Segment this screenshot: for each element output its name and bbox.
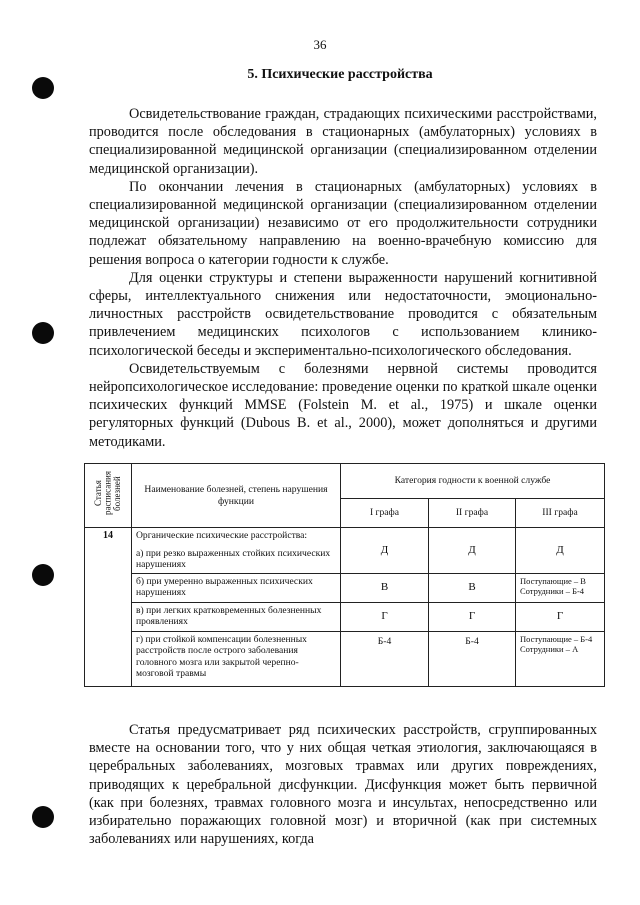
binder-hole-bottom bbox=[32, 806, 54, 828]
section-title: 5. Психические расстройства bbox=[247, 67, 433, 82]
binder-hole-upper-middle bbox=[32, 322, 54, 344]
paragraph: Для оценки структуры и степени выраженности нарушений когнитивной сферы, интеллектуального снижения или недостаточности, эмоционально-личностных расстройств освидетельствование проводится с обязательным привлечением медицинских психологов с использованием клинико-психологической беседы и экспериментально-психологического обследования. bbox=[89, 269, 597, 359]
binder-hole-lower-middle bbox=[32, 564, 54, 586]
paragraph: Статья предусматривает ряд психических расстройств, сгруппированных вместе на основании того, что у них общая четкая этиология, заключающаяся в церебральных заболеваниях, мозговых травмах или других повреждениях, приводящих к церебральной дисфункции. Дисфункция может быть первичной (как при болезнях, травмах головного мозга и инсультах, непосредственно или избирательно поражающих головной мозг) и вторичной (как при системных заболеваниях или нарушениях, когда bbox=[89, 722, 597, 848]
graph-2-value: Б-4 bbox=[429, 631, 516, 686]
disease-name-column-header: Наименование болезней, степень нарушения функции bbox=[132, 464, 341, 528]
paragraph: Освидетельствование граждан, страдающих психическими расстройствами, проводится после обследования в стационарных (амбулаторных) условиях в специализированной медицинской организации (специализированном отделении медицинской организации). bbox=[89, 106, 597, 177]
graph-3-line: Поступающие – В bbox=[520, 575, 586, 586]
disease-name: б) при умеренно выраженных психических нарушениях bbox=[132, 573, 341, 602]
graph-1-header: I графа bbox=[341, 499, 429, 528]
graph-2-value: Г bbox=[429, 602, 516, 631]
page-number: 36 bbox=[313, 37, 327, 52]
graph-3-line: Сотрудники – Б-4 bbox=[520, 585, 585, 596]
after-table-text bbox=[89, 721, 597, 848]
graph-1-value: Б-4 bbox=[341, 631, 429, 686]
disease-name: г) при стойкой компенсации болезненных расстройств после острого заболевания головного мозга или закрытой черепно-мозговой травмы bbox=[132, 631, 341, 686]
table-header-row bbox=[85, 464, 605, 499]
graph-2-header: II графа bbox=[429, 499, 516, 528]
table-row bbox=[85, 631, 605, 686]
graph-3-value: Д bbox=[516, 528, 605, 574]
graph-1-value: Г bbox=[341, 602, 429, 631]
intro-text bbox=[89, 105, 597, 451]
disease-name: в) при легких кратковременных болезненных проявлениях bbox=[132, 602, 341, 631]
graph-3-value: Г bbox=[516, 602, 605, 631]
graph-3-line: Сотрудники – А bbox=[520, 643, 579, 654]
paragraph: По окончании лечения в стационарных (амбулаторных) условиях в специализированной медицинской организации (специализированном отделении медицинской организации) независимо от его продолжительности сотрудники подлежат обязательному направлению на военно-врачебную комиссию для решения вопроса о категории годности к службе. bbox=[89, 178, 597, 268]
graph-3-value bbox=[516, 573, 605, 602]
disease-name: а) при резко выраженных стойких психических нарушениях bbox=[136, 547, 331, 570]
graph-1-value: В bbox=[341, 573, 429, 602]
table-row bbox=[85, 602, 605, 631]
category-group-header: Категория годности к военной службе bbox=[341, 464, 605, 499]
graph-1-value: Д bbox=[341, 528, 429, 574]
paragraph: Освидетельствуемым с болезнями нервной системы проводится нейропсихологическое исследование: проведение оценки по краткой шкале оценки психических функций MMSE (Folstein M. et al., 1975) и шкале оценки регуляторных функций (Dubous B. et al., 2000), может дополняться и другими методиками. bbox=[89, 360, 597, 450]
disease-group-title: Органические психические расстройства: bbox=[136, 530, 308, 541]
table-row bbox=[85, 573, 605, 602]
article-column-header: Статья расписания болезней bbox=[85, 464, 132, 528]
disease-name-cell bbox=[132, 528, 341, 574]
disease-category-table bbox=[84, 463, 605, 687]
table-row bbox=[85, 528, 605, 574]
graph-3-header: III графа bbox=[516, 499, 605, 528]
graph-2-value: В bbox=[429, 573, 516, 602]
article-number: 14 bbox=[85, 528, 132, 687]
graph-3-line: Поступающие – Б-4 bbox=[520, 633, 593, 644]
graph-3-value bbox=[516, 631, 605, 686]
graph-2-value: Д bbox=[429, 528, 516, 574]
